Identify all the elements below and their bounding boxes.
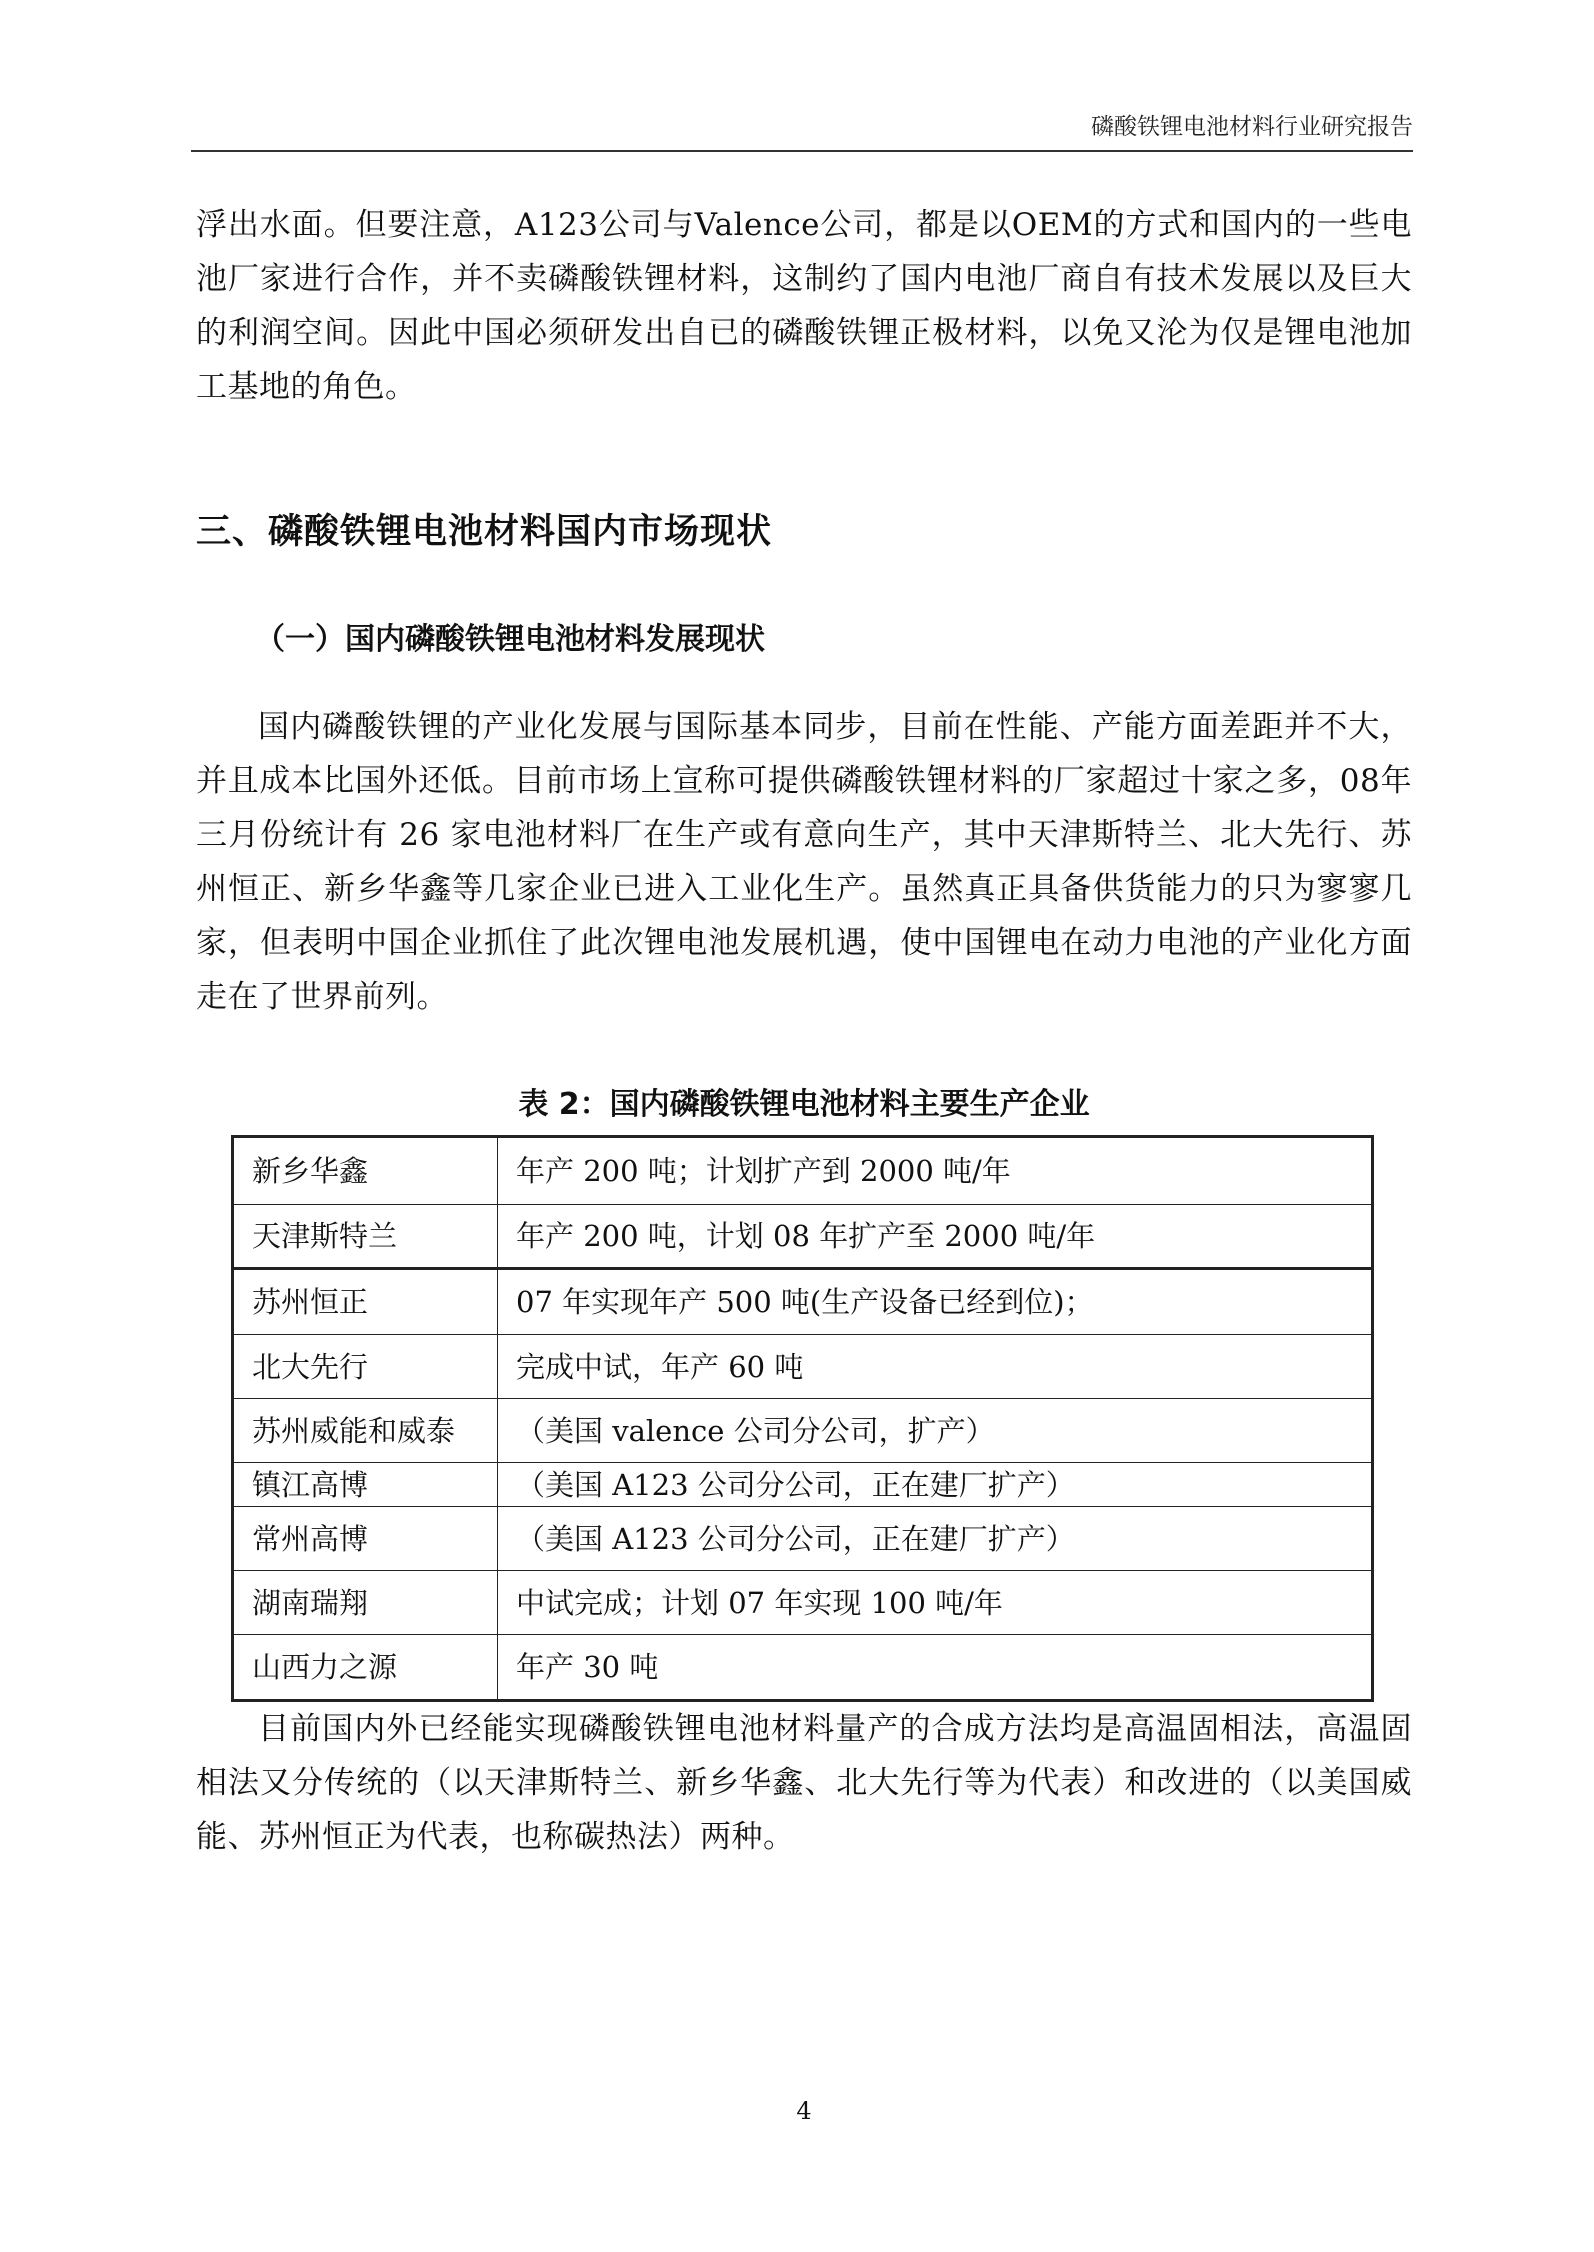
status-cell: 完成中试，年产 60 吨 xyxy=(498,1335,1373,1399)
running-header: 磷酸铁锂电池材料行业研究报告 xyxy=(1091,114,1413,140)
company-cell: 山西力之源 xyxy=(233,1635,498,1701)
status-cell: 中试完成；计划 07 年实现 100 吨/年 xyxy=(498,1571,1373,1635)
subsection-heading: （一）国内磷酸铁锂电池材料发展现状 xyxy=(255,622,765,657)
table-row xyxy=(233,1507,1373,1571)
status-cell: 07 年实现年产 500 吨(生产设备已经到位)； xyxy=(498,1269,1373,1335)
table-row xyxy=(233,1137,1373,1205)
company-cell: 镇江高博 xyxy=(233,1463,498,1507)
status-cell: 年产 200 吨；计划扩产到 2000 吨/年 xyxy=(498,1137,1373,1205)
table-row xyxy=(233,1399,1373,1463)
table-row xyxy=(233,1571,1373,1635)
table-row xyxy=(233,1463,1373,1507)
table-caption: 表 2：国内磷酸铁锂电池材料主要生产企业 xyxy=(518,1087,1090,1122)
page-number: 4 xyxy=(796,2097,812,2125)
company-cell: 苏州威能和威泰 xyxy=(233,1399,498,1463)
producers-table xyxy=(231,1135,1374,1702)
company-cell: 北大先行 xyxy=(233,1335,498,1399)
company-cell: 常州高博 xyxy=(233,1507,498,1571)
synthesis-paragraph: 目前国内外已经能实现磷酸铁锂电池材料量产的合成方法均是高温固相法，高温固相法又分传统的（以天津斯特兰、新乡华鑫、北大先行等为代表）和改进的（以美国威能、苏州恒正为代表，也称碳热法）两种。 xyxy=(196,1711,1412,1855)
status-cell: （美国 valence 公司分公司，扩产） xyxy=(498,1399,1373,1463)
table-row xyxy=(233,1205,1373,1269)
development-paragraph: 国内磷酸铁锂的产业化发展与国际基本同步，目前在性能、产能方面差距并不大，并且成本比国外还低。目前市场上宣称可提供磷酸铁锂材料的厂家超过十家之多，08年三月份统计有 26 家电池材料厂在生产或有意向生产，其中天津斯特兰、北大先行、苏州恒正、新乡华鑫等几家企业已进入工业化生产。虽然真正具备供货能力的只为寥寥几家，但表明中国企业抓住了此次锂电池发展机遇，使中国锂电在动力电池的产业化方面走在了世界前列。 xyxy=(196,709,1412,1015)
status-cell: （美国 A123 公司分公司，正在建厂扩产） xyxy=(498,1507,1373,1571)
status-cell: 年产 30 吨 xyxy=(498,1635,1373,1701)
header-rule xyxy=(191,150,1413,152)
table-row xyxy=(233,1635,1373,1701)
company-cell: 新乡华鑫 xyxy=(233,1137,498,1205)
section-heading: 三、磷酸铁锂电池材料国内市场现状 xyxy=(196,512,773,552)
status-cell: （美国 A123 公司分公司，正在建厂扩产） xyxy=(498,1463,1373,1507)
company-cell: 天津斯特兰 xyxy=(233,1205,498,1269)
intro-paragraph: 浮出水面。但要注意，A123公司与Valence公司，都是以OEM的方式和国内的一些电池厂家进行合作，并不卖磷酸铁锂材料，这制约了国内电池厂商自有技术发展以及巨大的利润空间。因此中国必须研发出自已的磷酸铁锂正极材料，以免又沦为仅是锂电池加工基地的角色。 xyxy=(196,207,1412,405)
company-cell: 苏州恒正 xyxy=(233,1269,498,1335)
company-cell: 湖南瑞翔 xyxy=(233,1571,498,1635)
status-cell: 年产 200 吨，计划 08 年扩产至 2000 吨/年 xyxy=(498,1205,1373,1269)
table-row xyxy=(233,1269,1373,1335)
table-row xyxy=(233,1335,1373,1399)
